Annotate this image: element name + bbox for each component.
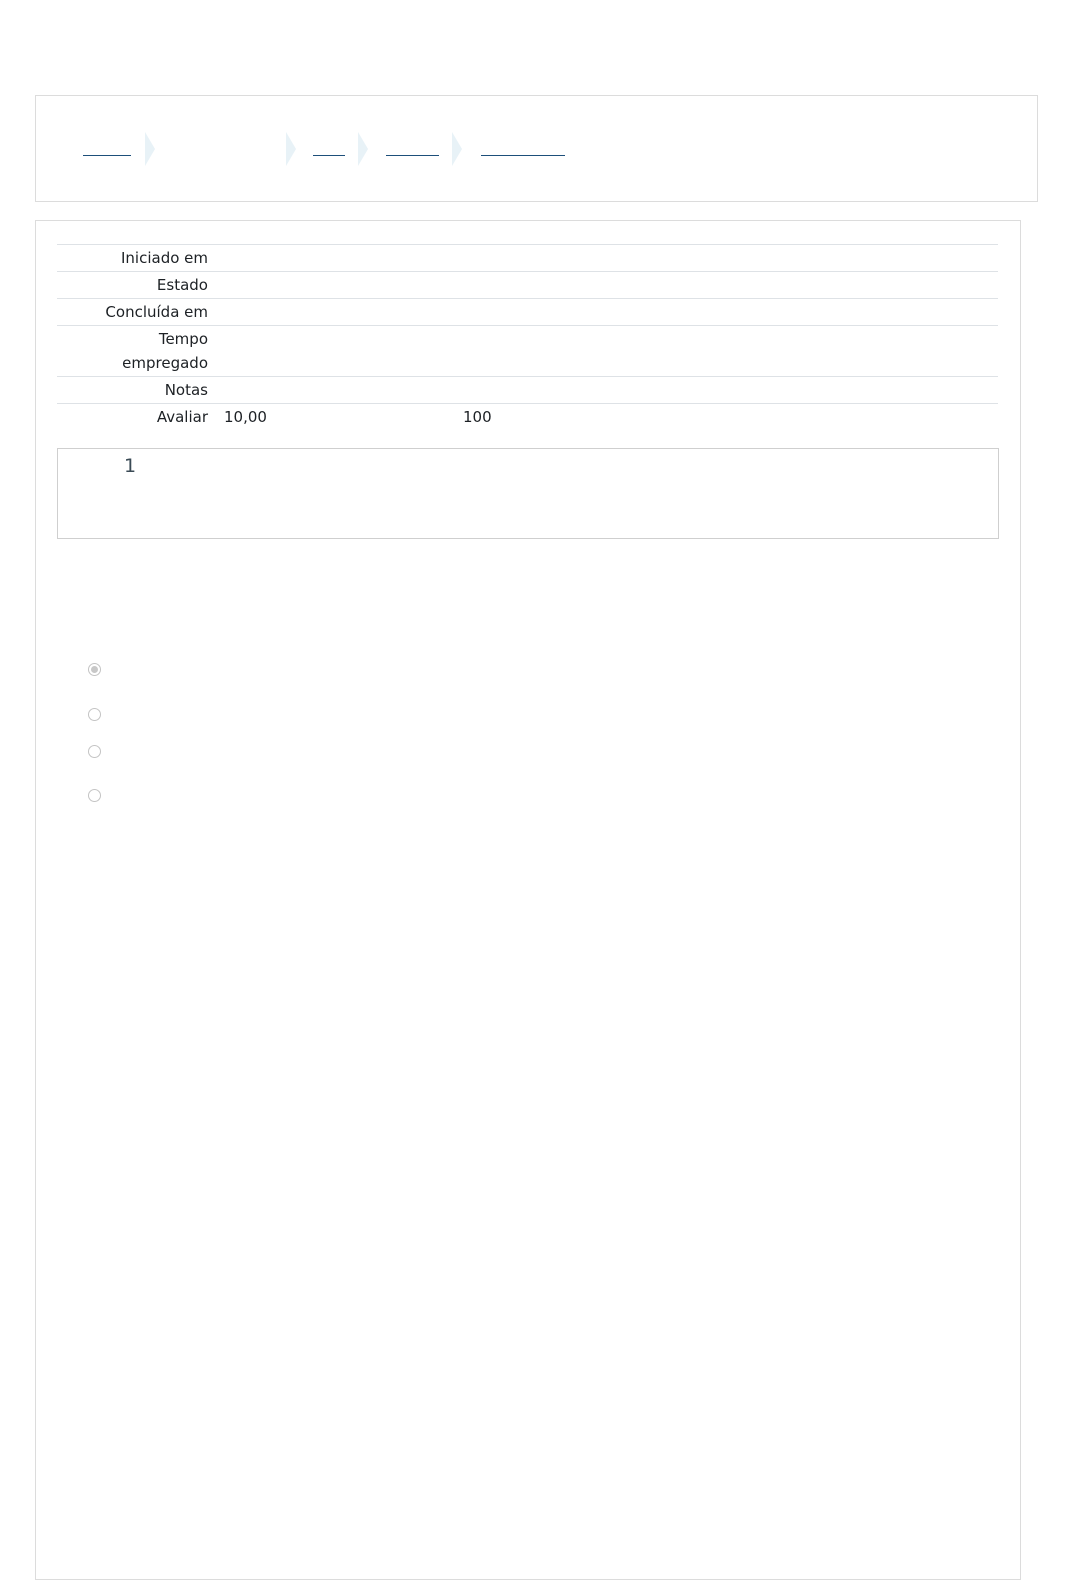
answer-radio-4[interactable] xyxy=(88,789,101,802)
answer-radio-1[interactable] xyxy=(88,663,101,676)
grade-value: 10,00 xyxy=(224,408,267,426)
summary-row-started xyxy=(57,244,998,271)
breadcrumb xyxy=(35,95,1038,202)
grade-out-of: 100 xyxy=(463,408,492,426)
summary-row-state xyxy=(57,271,998,298)
breadcrumb-link-course[interactable] xyxy=(313,155,345,156)
summary-row-marks xyxy=(57,376,998,403)
breadcrumb-separator-icon xyxy=(145,132,155,166)
summary-value xyxy=(208,405,998,429)
summary-label-line: empregado xyxy=(122,354,208,372)
summary-label: Avaliar xyxy=(156,408,208,426)
summary-value xyxy=(208,273,998,297)
summary-label: Notas xyxy=(164,381,208,399)
question-info xyxy=(57,448,999,539)
summary-label: Concluída em xyxy=(105,303,208,321)
answer-radio-2[interactable] xyxy=(88,708,101,721)
question-number: 1 xyxy=(124,455,137,477)
summary-value xyxy=(208,300,998,324)
summary-row-completed xyxy=(57,298,998,325)
summary-label: Iniciado em xyxy=(120,249,208,267)
summary-value xyxy=(208,378,998,402)
summary-label-line: Tempo xyxy=(158,330,208,348)
breadcrumb-link-section[interactable] xyxy=(386,155,439,156)
summary-label xyxy=(57,327,208,375)
summary-label: Estado xyxy=(156,276,208,294)
attempt-summary-table xyxy=(57,244,998,430)
summary-row-grade xyxy=(57,403,998,430)
breadcrumb-separator-icon xyxy=(452,132,462,166)
answer-radio-3[interactable] xyxy=(88,745,101,758)
breadcrumb-link-home[interactable] xyxy=(83,155,131,156)
breadcrumb-link-quiz[interactable] xyxy=(481,155,565,156)
summary-value xyxy=(208,327,998,375)
summary-value xyxy=(208,246,998,270)
summary-row-time-taken xyxy=(57,325,998,376)
breadcrumb-separator-icon xyxy=(286,132,296,166)
breadcrumb-separator-icon xyxy=(358,132,368,166)
